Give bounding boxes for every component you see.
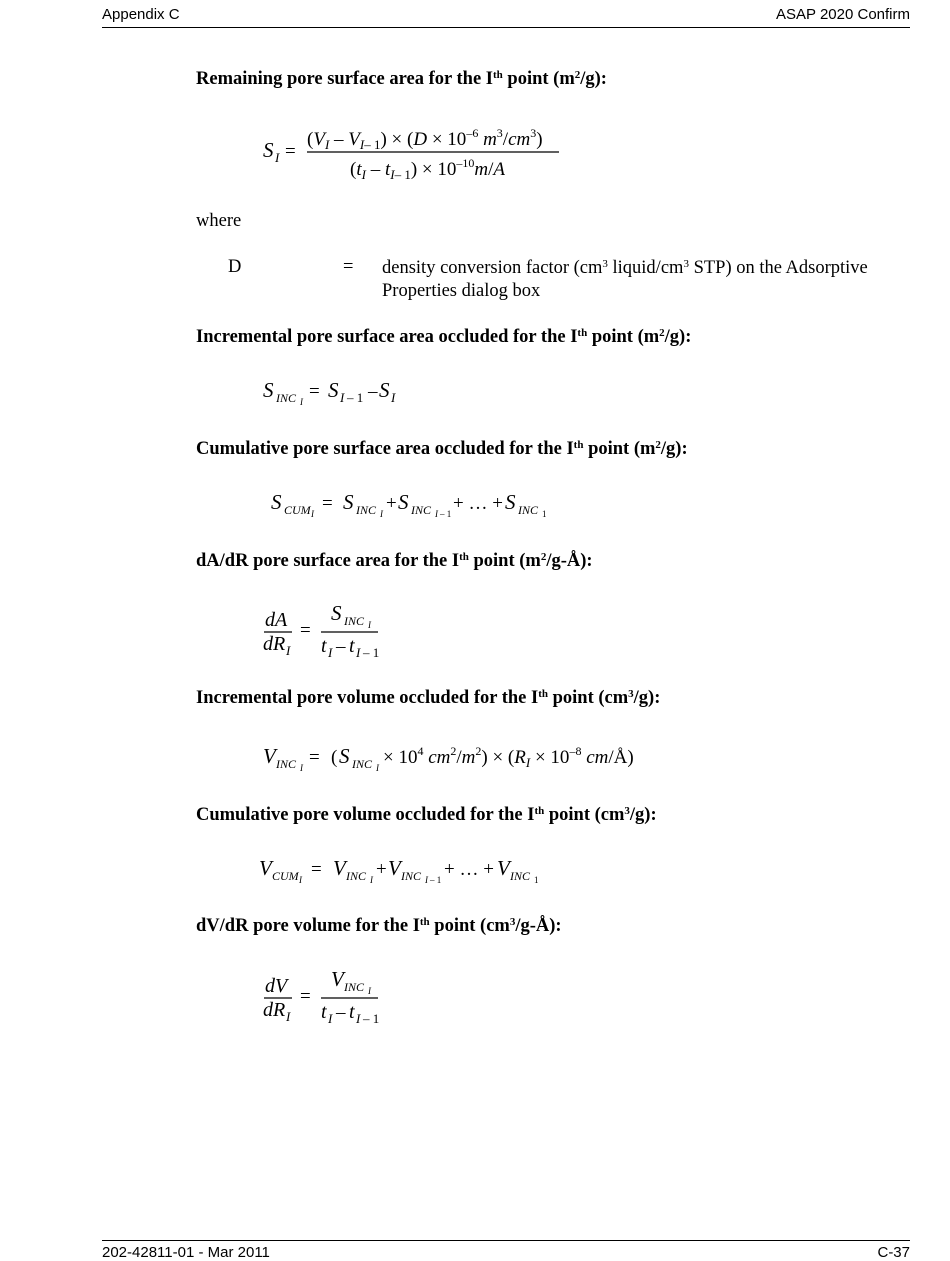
svg-text:S: S xyxy=(505,490,516,514)
page-number: C-37 xyxy=(877,1244,910,1261)
svg-text:I: I xyxy=(275,150,280,165)
svg-text:S: S xyxy=(271,490,282,514)
svg-text:(: ( xyxy=(331,747,338,768)
svg-text:V: V xyxy=(388,856,401,880)
footer-left: 202-42811-01 - Mar 2011 xyxy=(102,1244,270,1261)
svg-text:× 104 cm2/m2) × (RI × 10–8 cm/: × $10^4$ $cm^2/m^2) \times (R_I \times 10^{-8}$ cm/Å) xyxy=(383,744,634,770)
svg-text:V: V xyxy=(331,967,344,991)
svg-text:–: – xyxy=(368,381,378,402)
header-rule xyxy=(102,27,910,28)
svg-text:S: S xyxy=(379,378,390,402)
equation-cumulative-volume xyxy=(255,850,575,895)
equation-dv-dr xyxy=(255,964,415,1031)
svg-text:I: I xyxy=(368,620,371,630)
svg-text:=: = xyxy=(309,381,320,402)
equation-incremental-surface-area xyxy=(255,372,455,417)
header-right: ASAP 2020 Confirm xyxy=(776,6,910,23)
section-heading-cumulative-volume: Cumulative pore volume occluded for the Ith point $(cm^3/g)$: xyxy=(196,805,657,825)
svg-text:I: I xyxy=(356,645,361,660)
svg-text:+: + xyxy=(376,859,387,880)
svg-text:INC: INC xyxy=(344,980,365,994)
page-header xyxy=(102,4,910,28)
svg-text:1: 1 xyxy=(542,509,547,519)
svg-text:V: V xyxy=(333,856,346,880)
svg-text:INC: INC xyxy=(518,503,539,517)
svg-text:INC: INC xyxy=(411,503,432,517)
svg-text:I: I xyxy=(380,509,383,519)
definition-symbol: D xyxy=(228,257,242,277)
svg-text:S: S xyxy=(331,601,342,625)
svg-text:t: t xyxy=(349,635,355,657)
svg-text:I: I xyxy=(425,875,428,885)
svg-text:I: I xyxy=(299,875,302,885)
svg-text:– 1: – 1 xyxy=(430,875,442,885)
svg-text:=: = xyxy=(300,986,311,1007)
section-heading-remaining-surface-area: Remaining pore surface area for the Ith point $(m^2/g)$: xyxy=(196,69,607,89)
svg-text:dR: dR xyxy=(263,999,286,1021)
svg-text:1: 1 xyxy=(534,875,539,885)
section-heading-da-dr: dA/dR pore surface area for the Ith point $(m^2/g-Å)$: xyxy=(196,551,593,571)
section-heading-cumulative-surface-area: Cumulative pore surface area occluded for the Ith point $(m^2/g)$: xyxy=(196,439,688,459)
equation-incremental-volume xyxy=(255,738,675,783)
svg-text:t: t xyxy=(321,635,327,657)
svg-text:INC: INC xyxy=(356,503,377,517)
svg-text:S: S xyxy=(343,490,354,514)
svg-text:I: I xyxy=(370,875,373,885)
svg-text:INC: INC xyxy=(352,757,373,771)
svg-text:–: – xyxy=(336,1002,346,1023)
svg-text:I: I xyxy=(356,1011,361,1026)
svg-text:+ … +: + … + xyxy=(444,859,494,880)
svg-text:dA: dA xyxy=(265,609,288,631)
svg-text:V: V xyxy=(263,744,276,768)
svg-text:INC: INC xyxy=(346,869,367,883)
svg-text:– 1: – 1 xyxy=(347,390,364,405)
svg-text:V: V xyxy=(259,856,272,880)
svg-text:I: I xyxy=(286,643,291,658)
svg-text:dV: dV xyxy=(265,975,288,997)
definition-equals: = xyxy=(343,257,354,277)
equation-cumulative-surface-area xyxy=(255,484,575,529)
footer-rule xyxy=(102,1240,910,1241)
svg-text:I: I xyxy=(376,763,379,773)
svg-text:=: = xyxy=(300,620,311,641)
header-left: Appendix C xyxy=(102,6,180,23)
svg-text:CUM: CUM xyxy=(284,503,311,517)
svg-text:CUM: CUM xyxy=(272,869,299,883)
svg-text:t: t xyxy=(321,1001,327,1023)
svg-text:INC: INC xyxy=(344,614,365,628)
svg-text:I: I xyxy=(286,1009,291,1024)
svg-text:I: I xyxy=(391,390,396,405)
svg-text:=: = xyxy=(285,141,296,162)
svg-text:dR: dR xyxy=(263,633,286,655)
svg-text:I: I xyxy=(328,645,333,660)
svg-text:–: – xyxy=(336,636,346,657)
svg-text:– 1: – 1 xyxy=(440,509,452,519)
equation-surface-area xyxy=(255,118,575,195)
svg-text:INC: INC xyxy=(276,757,297,771)
svg-text:INC: INC xyxy=(401,869,422,883)
svg-text:(tI – tI– 1) × 10–10m/A: ($t_I - t_I-$ $1) \times 10^{-10}m/A$ xyxy=(350,156,505,182)
svg-text:V: V xyxy=(497,856,510,880)
svg-text:S: S xyxy=(263,378,274,402)
section-heading-incremental-surface-area: Incremental pore surface area occluded for the Ith point $(m^2/g)$: xyxy=(196,327,692,347)
svg-text:t: t xyxy=(349,1001,355,1023)
svg-text:S: S xyxy=(263,138,274,162)
svg-text:– 1: – 1 xyxy=(363,1011,380,1026)
svg-text:INC: INC xyxy=(510,869,531,883)
svg-text:I: I xyxy=(368,986,371,996)
svg-text:I: I xyxy=(328,1011,333,1026)
section-heading-dv-dr: dV/dR pore volume for the Ith point $(cm^3/g-Å)$: xyxy=(196,916,562,936)
svg-text:I: I xyxy=(300,763,303,773)
section-heading-incremental-volume: Incremental pore volume occluded for the Ith point $(cm^3/g)$: xyxy=(196,688,661,708)
svg-text:=: = xyxy=(322,493,333,514)
svg-text:– 1: – 1 xyxy=(363,645,380,660)
svg-text:S: S xyxy=(398,490,409,514)
equation-da-dr xyxy=(255,598,415,665)
svg-text:(VI – VI– 1) × (D × 10–6 m3/cm: ($V_I - V_I-$ $1) \times (D \times 10^{-6}$ $m^3/cm^3$) xyxy=(307,126,543,152)
where-text: where xyxy=(196,211,242,231)
svg-text:S: S xyxy=(328,378,339,402)
svg-text:=: = xyxy=(309,747,320,768)
svg-text:+ … +: + … + xyxy=(453,493,503,514)
svg-text:+: + xyxy=(386,493,397,514)
svg-text:I: I xyxy=(311,509,314,519)
svg-text:I: I xyxy=(300,397,303,407)
svg-text:S: S xyxy=(339,744,350,768)
svg-text:I: I xyxy=(435,509,438,519)
definition-text: density conversion factor ($cm^3$ liquid/$cm^3$ STP) on the Adsorptive Properties dialog box xyxy=(382,258,868,301)
svg-text:I: I xyxy=(340,390,345,405)
svg-text:INC: INC xyxy=(276,391,297,405)
svg-text:=: = xyxy=(311,859,322,880)
